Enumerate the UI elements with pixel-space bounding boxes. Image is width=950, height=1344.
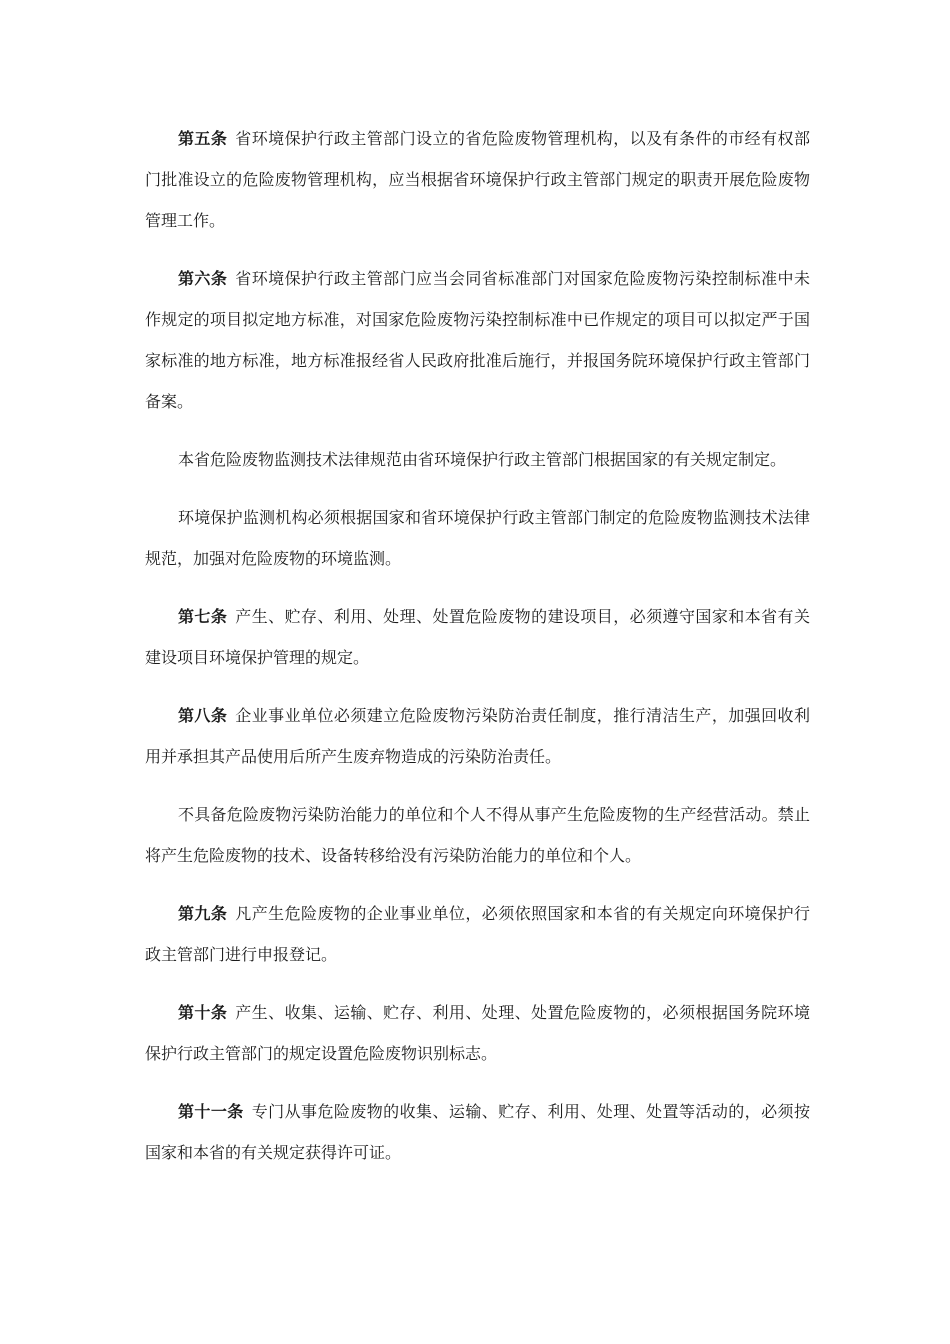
article-heading: 第十一条 (178, 1102, 244, 1121)
paragraph-article-6-clause-3 (145, 497, 810, 579)
paragraph-article-11 (145, 1091, 810, 1173)
paragraph-text: 不具备危险废物污染防治能力的单位和个人不得从事产生危险废物的生产经营活动。禁止将产生危险废物的技术、设备转移给没有污染防治能力的单位和个人。 (145, 805, 810, 865)
article-heading: 第七条 (178, 607, 228, 626)
paragraph-article-8-clause-2 (145, 794, 810, 876)
paragraph-text: 凡产生危险废物的企业事业单位，必须依照国家和本省的有关规定向环境保护行政主管部门进行申报登记。 (145, 904, 810, 964)
article-heading: 第九条 (178, 904, 228, 923)
paragraph-article-9 (145, 893, 810, 975)
paragraph-article-6 (145, 258, 810, 422)
article-heading: 第八条 (178, 706, 228, 725)
article-heading: 第五条 (178, 129, 228, 148)
paragraph-article-10 (145, 992, 810, 1074)
paragraph-text: 省环境保护行政主管部门设立的省危险废物管理机构，以及有条件的市经有权部门批准设立的危险废物管理机构，应当根据省环境保护行政主管部门规定的职责开展危险废物管理工作。 (145, 129, 810, 230)
paragraph-text: 产生、贮存、利用、处理、处置危险废物的建设项目，必须遵守国家和本省有关建设项目环境保护管理的规定。 (145, 607, 810, 667)
paragraph-article-7 (145, 596, 810, 678)
paragraph-article-8 (145, 695, 810, 777)
document-body (145, 118, 810, 1190)
paragraph-text: 本省危险废物监测技术法律规范由省环境保护行政主管部门根据国家的有关规定制定。 (178, 450, 787, 469)
paragraph-text: 产生、收集、运输、贮存、利用、处理、处置危险废物的，必须根据国务院环境保护行政主管部门的规定设置危险废物识别标志。 (145, 1003, 810, 1063)
paragraph-text: 企业事业单位必须建立危险废物污染防治责任制度，推行清洁生产，加强回收利用并承担其产品使用后所产生废弃物造成的污染防治责任。 (145, 706, 810, 766)
paragraph-article-6-clause-2 (145, 439, 810, 480)
paragraph-article-5 (145, 118, 810, 241)
paragraph-text: 环境保护监测机构必须根据国家和省环境保护行政主管部门制定的危险废物监测技术法律规范，加强对危险废物的环境监测。 (145, 508, 810, 568)
paragraph-text: 省环境保护行政主管部门应当会同省标准部门对国家危险废物污染控制标准中未作规定的项目拟定地方标准，对国家危险废物污染控制标准中已作规定的项目可以拟定严于国家标准的地方标准，地方标准报经省人民政府批准后施行，并报国务院环境保护行政主管部门备案。 (145, 269, 810, 411)
article-heading: 第十条 (178, 1003, 228, 1022)
paragraph-text: 专门从事危险废物的收集、运输、贮存、利用、处理、处置等活动的，必须按国家和本省的有关规定获得许可证。 (145, 1102, 810, 1162)
article-heading: 第六条 (178, 269, 228, 288)
